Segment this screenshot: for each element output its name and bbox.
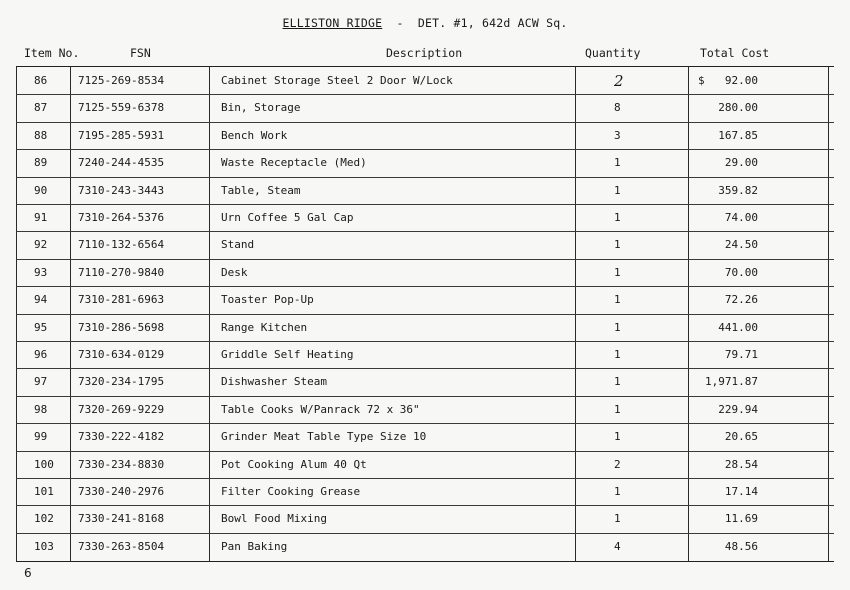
quantity-cell: 1	[614, 430, 621, 444]
table-row	[16, 149, 834, 177]
description-cell: Bench Work	[221, 128, 288, 142]
table-row	[16, 423, 834, 451]
item-no-cell: 91	[34, 211, 48, 224]
fsn-cell: 7330-240-2976	[78, 485, 165, 498]
item-no-cell: 89	[34, 156, 48, 170]
table-row	[16, 286, 834, 314]
total-cost-cell: 359.82	[718, 183, 758, 197]
quantity-cell: 1	[614, 156, 621, 170]
total-cost-cell: 74.00	[724, 211, 758, 224]
quantity-cell: 1	[614, 293, 621, 307]
table-row	[16, 231, 834, 259]
quantity-cell: 1	[614, 265, 621, 279]
total-cost-cell: 92.00	[724, 74, 758, 87]
description-cell: Toaster Pop-Up	[221, 293, 314, 307]
quantity-cell: 1	[614, 320, 621, 334]
item-no-cell: 101	[34, 485, 54, 498]
header-fsn: FSN	[130, 46, 151, 60]
fsn-cell: 7310-243-3443	[78, 183, 165, 197]
total-cost-cell: 441.00	[718, 320, 758, 334]
item-no-cell: 96	[34, 348, 48, 361]
item-no-cell: 92	[34, 238, 48, 252]
page-number: 6	[24, 566, 32, 580]
total-cost-cell: 79.71	[724, 348, 758, 361]
table-row	[16, 314, 834, 342]
table-row	[16, 177, 834, 205]
description-cell: Range Kitchen	[221, 320, 308, 334]
table-row	[16, 67, 834, 95]
fsn-cell: 7320-269-9229	[78, 402, 165, 416]
total-cost-cell: 70.00	[724, 265, 758, 279]
item-no-cell: 100	[34, 457, 54, 471]
item-no-cell: 87	[34, 101, 48, 115]
item-no-cell: 93	[34, 265, 48, 279]
quantity-cell: 8	[614, 101, 621, 115]
quantity-cell: 4	[614, 539, 621, 553]
item-no-cell: 98	[34, 402, 48, 416]
total-cost-cell: 280.00	[718, 101, 758, 115]
quantity-cell: 1	[614, 348, 621, 361]
quantity-cell: 3	[614, 128, 621, 142]
item-no-cell: 86	[34, 74, 48, 87]
fsn-cell: 7125-269-8534	[78, 74, 165, 87]
table-row	[16, 94, 834, 122]
quantity-cell: 1	[614, 402, 621, 416]
header-item-no: Item No.	[24, 46, 80, 60]
total-cost-cell: 48.56	[724, 539, 758, 553]
fsn-cell: 7330-234-8830	[78, 457, 165, 471]
quantity-cell: 1	[614, 183, 621, 197]
inventory-table	[16, 66, 834, 562]
quantity-cell: 1	[614, 375, 621, 389]
column-headers	[0, 46, 850, 62]
total-cost-cell: 28.54	[724, 457, 758, 471]
quantity-cell: 1	[614, 238, 621, 252]
description-cell: Bin, Storage	[221, 101, 301, 115]
fsn-cell: 7310-634-0129	[78, 348, 165, 361]
header-description: Description	[386, 46, 463, 60]
table-row	[16, 478, 834, 506]
description-cell: Cabinet Storage Steel 2 Door W/Lock	[221, 74, 453, 87]
total-cost-cell: 72.26	[724, 293, 758, 307]
header-total-cost: Total Cost	[700, 46, 770, 60]
description-cell: Pot Cooking Alum 40 Qt	[221, 457, 367, 471]
description-cell: Stand	[221, 238, 255, 252]
fsn-cell: 7240-244-4535	[78, 156, 165, 170]
quantity-cell: 2	[614, 457, 621, 471]
currency-cell: $	[698, 74, 705, 87]
description-cell: Griddle Self Heating	[221, 348, 354, 361]
fsn-cell: 7110-132-6564	[78, 238, 165, 252]
fsn-cell: 7330-263-8504	[78, 539, 165, 553]
table-row	[16, 368, 834, 396]
fsn-cell: 7320-234-1795	[78, 375, 165, 389]
description-cell: Grinder Meat Table Type Size 10	[221, 430, 427, 444]
description-cell: Pan Baking	[221, 539, 288, 553]
fsn-cell: 7125-559-6378	[78, 101, 165, 115]
item-no-cell: 95	[34, 320, 48, 334]
fsn-cell: 7330-222-4182	[78, 430, 165, 444]
description-cell: Urn Coffee 5 Gal Cap	[221, 211, 354, 224]
total-cost-cell: 24.50	[724, 238, 758, 252]
table-row	[16, 341, 834, 369]
table-row	[16, 122, 834, 150]
fsn-cell: 7310-264-5376	[78, 211, 165, 224]
table-row	[16, 451, 834, 479]
description-cell: Bowl Food Mixing	[221, 512, 327, 526]
total-cost-cell: 229.94	[718, 402, 758, 416]
table-row	[16, 259, 834, 287]
item-no-cell: 102	[34, 512, 54, 526]
total-cost-cell: 20.65	[724, 430, 758, 444]
document-title	[0, 16, 850, 30]
description-cell: Table, Steam	[221, 183, 301, 197]
table-row	[16, 204, 834, 232]
quantity-cell: 1	[614, 512, 621, 526]
item-no-cell: 103	[34, 539, 54, 553]
item-no-cell: 88	[34, 128, 48, 142]
description-cell: Filter Cooking Grease	[221, 485, 361, 498]
total-cost-cell: 11.69	[724, 512, 758, 526]
item-no-cell: 90	[34, 183, 48, 197]
total-cost-cell: 29.00	[724, 156, 758, 170]
header-quantity: Quantity	[585, 46, 641, 60]
description-cell: Table Cooks W/Panrack 72 x 36"	[221, 402, 420, 416]
fsn-cell: 7195-285-5931	[78, 128, 165, 142]
table-row	[16, 533, 834, 560]
quantity-cell: 1	[614, 485, 621, 498]
total-cost-cell: 17.14	[724, 485, 758, 498]
quantity-cell: 2	[614, 72, 624, 90]
title-location: ELLISTON RIDGE	[282, 16, 383, 30]
fsn-cell: 7310-286-5698	[78, 320, 165, 334]
fsn-cell: 7330-241-8168	[78, 512, 165, 526]
item-no-cell: 94	[34, 293, 48, 307]
description-cell: Waste Receptacle (Med)	[221, 156, 367, 170]
fsn-cell: 7310-281-6963	[78, 293, 165, 307]
total-cost-cell: 167.85	[718, 128, 758, 142]
item-no-cell: 99	[34, 430, 48, 444]
description-cell: Desk	[221, 265, 248, 279]
table-row	[16, 505, 834, 533]
fsn-cell: 7110-270-9840	[78, 265, 165, 279]
description-cell: Dishwasher Steam	[221, 375, 327, 389]
item-no-cell: 97	[34, 375, 48, 389]
quantity-cell: 1	[614, 211, 621, 224]
total-cost-cell: 1,971.87	[705, 375, 758, 389]
title-detachment: - DET. #1, 642d ACW Sq.	[382, 16, 568, 30]
table-row	[16, 396, 834, 424]
